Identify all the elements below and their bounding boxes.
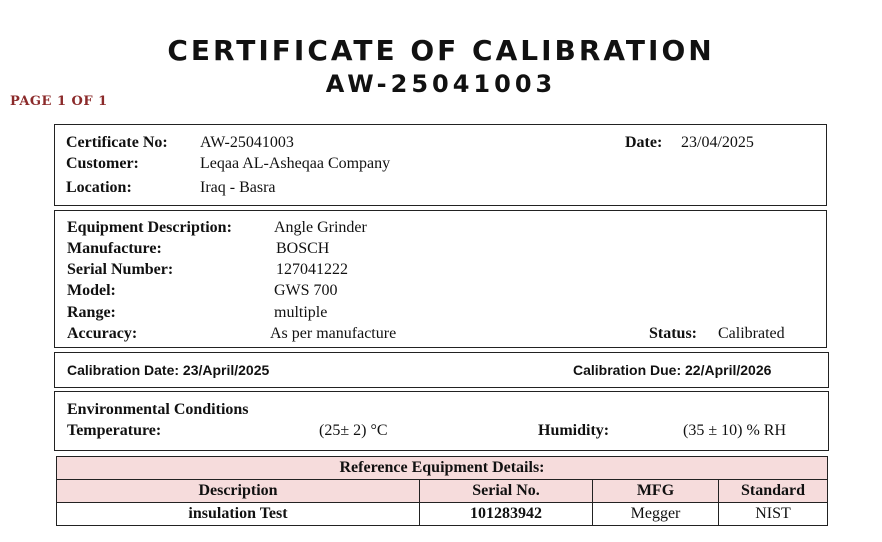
calibration-due: Calibration Due: 22/April/2026 [573,362,772,378]
equipment-box [54,210,827,348]
certificate-no-value: AW-25041003 [200,134,294,151]
column-header-description: Description [57,480,420,503]
table-cell-serial: 101283942 [420,503,593,526]
range-label: Range: [67,304,116,321]
environment-box [54,391,829,451]
calibration-date: Calibration Date: 23/April/2025 [67,362,270,378]
date-value: 23/04/2025 [681,134,754,151]
temperature-label: Temperature: [67,422,162,439]
equipment-description-value: Angle Grinder [274,219,367,236]
page-indicator: PAGE 1 OF 1 [10,94,108,109]
humidity-label: Humidity: [538,422,610,439]
certificate-title: CERTIFICATE OF CALIBRATION [167,34,715,67]
table-cell-mfg: Megger [593,503,719,526]
customer-label: Customer: [66,155,139,172]
table-row [57,503,828,526]
certificate-code: AW-25041003 [325,70,557,98]
accuracy-value: As per manufacture [270,325,397,342]
certificate-info-box [54,124,827,206]
reference-table-heading: Reference Equipment Details: [57,457,828,480]
equipment-description-label: Equipment Description: [67,219,232,236]
column-header-standard: Standard [719,480,828,503]
model-value: GWS 700 [274,282,338,299]
environment-heading: Environmental Conditions [67,401,249,418]
location-value: Iraq - Basra [200,179,276,196]
status-value: Calibrated [718,325,785,342]
model-label: Model: [67,282,116,299]
manufacture-label: Manufacture: [67,240,162,257]
customer-value: Leqaa AL-Asheqaa Company [200,155,391,172]
column-header-mfg: MFG [593,480,719,503]
temperature-value: (25± 2) °C [319,422,388,439]
table-cell-description: insulation Test [57,503,420,526]
table-cell-standard: NIST [719,503,828,526]
range-value: multiple [274,304,328,321]
status-label: Status: [649,325,698,342]
location-label: Location: [66,179,132,196]
serial-number-label: Serial Number: [67,261,174,278]
accuracy-label: Accuracy: [67,325,138,342]
date-label: Date: [625,134,663,151]
humidity-value: (35 ± 10) % RH [683,422,786,439]
column-header-serial: Serial No. [420,480,593,503]
calibration-dates-box [54,352,829,388]
serial-number-value: 127041222 [276,261,348,278]
manufacture-value: BOSCH [276,240,330,257]
certificate-no-label: Certificate No: [66,134,168,151]
reference-equipment-table [56,456,828,526]
